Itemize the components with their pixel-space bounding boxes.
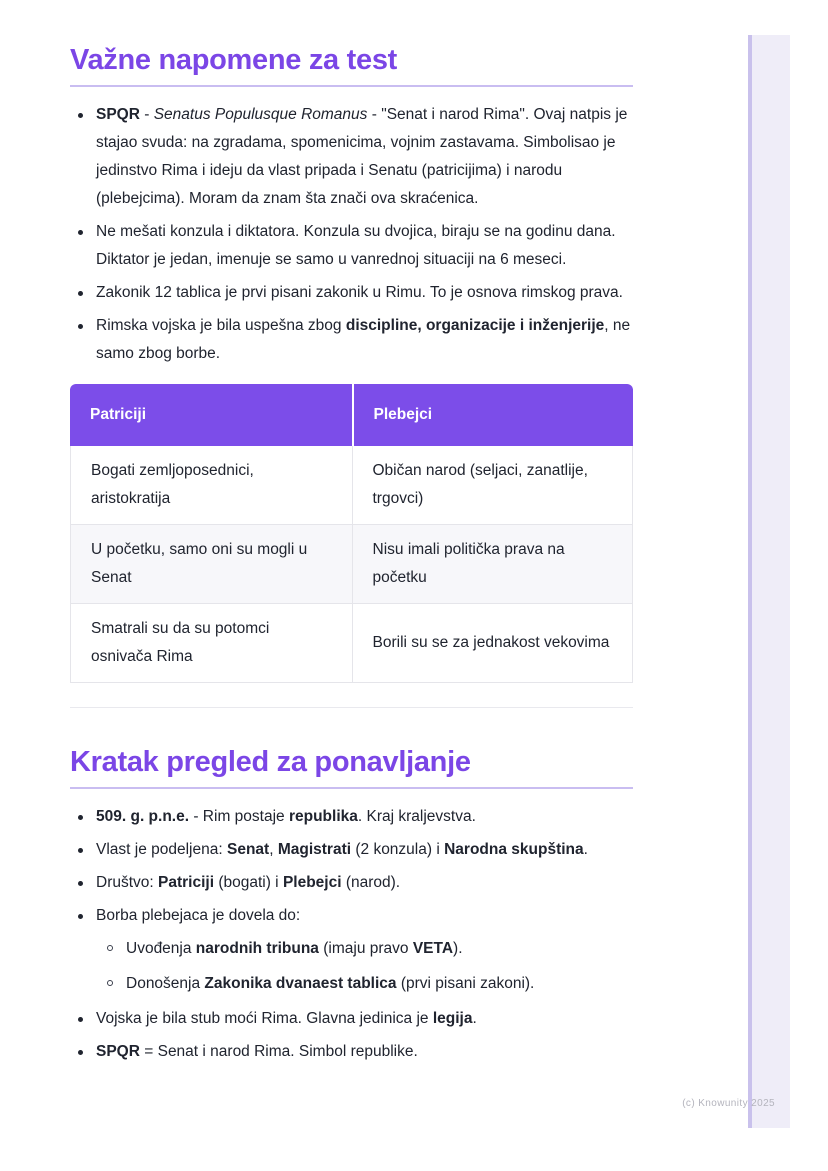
table-row (70, 604, 633, 683)
text-run: - Rim postaje (189, 808, 289, 825)
text-run: 509. g. p.n.e. (96, 808, 190, 825)
text-run: . Kraj kraljevstva. (357, 808, 476, 825)
text-run: SPQR (96, 1043, 140, 1060)
list-item (70, 803, 633, 831)
section-heading: Kratak pregled za ponavljanje (70, 744, 633, 789)
list-item (70, 1038, 633, 1066)
text-run: (bogati) i (214, 874, 283, 891)
list-item-text (96, 1038, 633, 1066)
next-page-edge (748, 35, 790, 1128)
list-item (70, 101, 633, 213)
sub-list-item-text (126, 970, 633, 998)
text-run: Borba plebejaca je dovela do: (96, 907, 301, 924)
bullet-icon (78, 1050, 83, 1055)
table-cell: Borili su se za jednakost vekovima (352, 604, 634, 683)
text-run: Magistrati (277, 841, 352, 858)
text-run: (2 konzula) i (351, 841, 445, 858)
sub-bullet-icon (107, 945, 113, 951)
text-run: VETA (412, 940, 454, 957)
text-run: Senatus Populusque Romanus (153, 106, 368, 123)
sub-list-item-text (126, 935, 633, 963)
list-item (70, 279, 633, 307)
text-run: , ne samo zbog borbe. (96, 317, 631, 362)
text-run: (prvi pisani zakoni). (396, 975, 535, 992)
list-item-text (96, 1005, 633, 1033)
text-run: narodnih tribuna (195, 940, 319, 957)
text-run: , (269, 841, 278, 858)
bullet-icon (78, 914, 83, 919)
text-run: Rimska vojska je bila uspešna zbog (96, 317, 346, 334)
text-run: (narod). (341, 874, 401, 891)
table-cell: Bogati zemljoposednici, aristokratija (70, 446, 352, 525)
table-row (70, 525, 633, 604)
text-run: Vojska je bila stub moći Rima. Glavna jedinica je (96, 1010, 433, 1027)
table-body (70, 446, 633, 683)
text-run: legija (432, 1010, 473, 1027)
text-run: Zakonik 12 tablica je prvi pisani zakonik u Rimu. To je osnova rimskog prava. (96, 284, 623, 301)
list-item-text (96, 902, 633, 930)
list-item-text (96, 312, 633, 368)
text-run: SPQR (96, 106, 140, 123)
text-run: Patriciji (158, 874, 215, 891)
table-header-row (70, 384, 633, 446)
section-kratak-pregled (70, 744, 633, 1066)
text-run: Senat (226, 841, 270, 858)
list-item-text (96, 836, 633, 864)
table-cell: Nisu imali politička prava na početku (352, 525, 634, 604)
table-head (70, 384, 633, 446)
table-header-cell: Patriciji (70, 384, 352, 446)
sub-bullet-icon (107, 980, 113, 986)
sub-list-item (100, 935, 633, 963)
copyright: (c) Knowunity 2025 (682, 1098, 775, 1109)
text-run: - "Senat i narod Rima". Ovaj natpis je stajao svuda: na zgradama, spomenicima, vojnim zastavama. Simbolisao je jedinstvo Rima i ideju da vlast pripada i Senatu (patricijima) i narodu (plebejcima). Moram da znam šta znači ova skraćenica. (96, 106, 628, 207)
section-vazne-napomene (70, 42, 633, 368)
list-item-text (96, 803, 633, 831)
sub-list-item (100, 970, 633, 998)
bullet-icon (78, 881, 83, 886)
text-run: Donošenja (126, 975, 205, 992)
table-cell: U početku, samo oni su mogli u Senat (70, 525, 352, 604)
table-cell: Običan narod (seljaci, zanatlije, trgovci) (352, 446, 634, 525)
list-item (70, 902, 633, 998)
bullet-list (70, 803, 633, 1066)
list-item (70, 312, 633, 368)
bullet-icon (78, 113, 83, 118)
section-heading: Važne napomene za test (70, 42, 633, 87)
patriciji-plebejci-table (70, 384, 633, 683)
text-run: (imaju pravo (318, 940, 413, 957)
list-item-text (96, 218, 633, 274)
text-run: Plebejci (282, 874, 342, 891)
bullet-icon (78, 1017, 83, 1022)
text-run: Zakonika dvanaest tablica (204, 975, 397, 992)
text-run: discipline, organizacije i inženjerije (345, 317, 605, 334)
bullet-icon (78, 848, 83, 853)
list-item (70, 218, 633, 274)
text-run: republika (288, 808, 358, 825)
bullet-list (70, 101, 633, 368)
list-item-text (96, 101, 633, 213)
list-item (70, 869, 633, 897)
table-row (70, 446, 633, 525)
table-cell: Smatrali su da su potomci osnivača Rima (70, 604, 352, 683)
bullet-icon (78, 815, 83, 820)
notes-content (70, 42, 633, 1071)
text-run: Vlast je podeljena: (96, 841, 227, 858)
text-run: ). (453, 940, 463, 957)
list-item (70, 1005, 633, 1033)
text-run: Društvo: (96, 874, 159, 891)
text-run: Ne mešati konzula i diktatora. Konzula su dvojica, biraju se na godinu dana. Diktator je jedan, imenuje se samo u vanrednoj situaciji na 6 meseci. (96, 223, 616, 268)
bullet-icon (78, 324, 83, 329)
text-run: - (139, 106, 154, 123)
text-run: Narodna skupština (444, 841, 584, 858)
section-divider (70, 707, 633, 708)
sub-bullet-list (96, 935, 633, 998)
text-run: . (472, 1010, 477, 1027)
list-item-text (96, 279, 633, 307)
list-item-text (96, 869, 633, 897)
table-header-cell: Plebejci (352, 384, 634, 446)
bullet-icon (78, 230, 83, 235)
bullet-icon (78, 291, 83, 296)
text-run: Uvođenja (126, 940, 196, 957)
text-run: . (583, 841, 588, 858)
text-run: = Senat i narod Rima. Simbol republike. (139, 1043, 418, 1060)
list-item (70, 836, 633, 864)
